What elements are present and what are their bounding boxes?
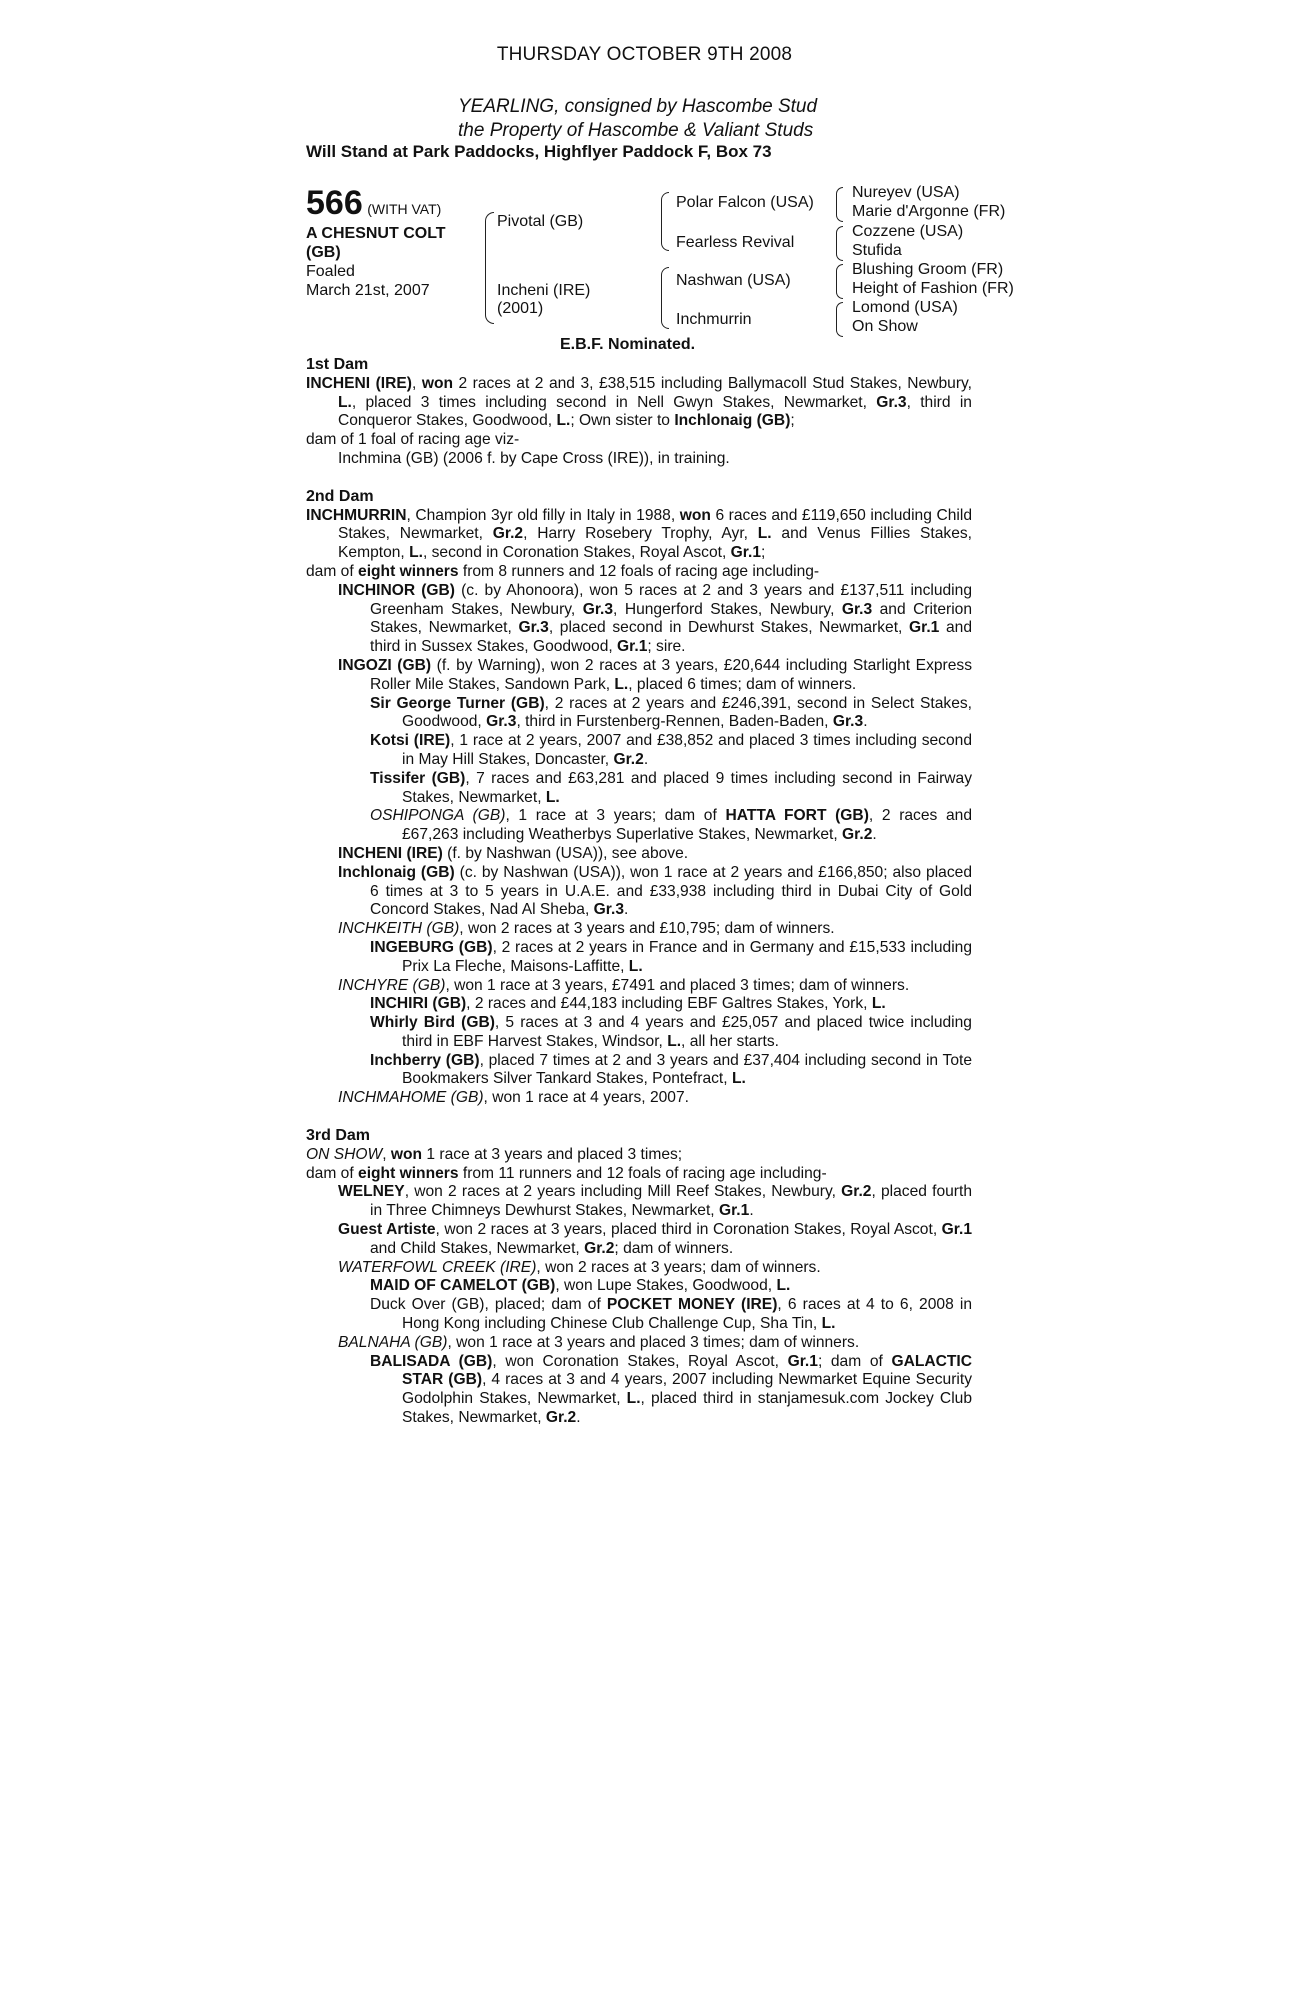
- produce-entry: INGEBURG (GB), 2 races at 2 years in France and in Germany and £15,533 including Prix La Fleche, Maisons-Laffitte, L.: [370, 938, 972, 975]
- produce-entry: BALISADA (GB), won Coronation Stakes, Royal Ascot, Gr.1; dam of GALACTIC STAR (GB), 4 races at 3 and 4 years, 2007 including Newmarket Equine Security Godolphin Stakes, Newmarket, L., placed third in stanjamesuk.com Jockey Club Stakes, Newmarket, Gr.2.: [370, 1352, 973, 1427]
- horse-name: INGEBURG (GB): [370, 938, 493, 956]
- horse-name: INCHKEITH (GB): [338, 920, 460, 938]
- produce-entry: Duck Over (GB), placed; dam of POCKET MONEY (IRE), 6 races at 4 to 6, 2008 in Hong Kong including Chinese Club Challenge Cup, Sha Tin, L.: [370, 1296, 972, 1333]
- second-dam-heading: 2nd Dam: [306, 487, 374, 505]
- horse-name: GALACTIC STAR (GB): [402, 1352, 972, 1389]
- pedigree-ddd: On Show: [852, 318, 918, 335]
- horse-name: OSHIPONGA (GB): [370, 807, 506, 825]
- horse-name: INCHYRE (GB): [338, 976, 446, 994]
- second-dam-produce-summary: dam of eight winners from 8 runners and 12 foals of racing age including-: [306, 562, 820, 580]
- horse-name: ON SHOW: [306, 1145, 383, 1163]
- produce-entry: INCHMAHOME (GB), won 1 race at 4 years, 2007.: [338, 1089, 689, 1107]
- pedigree-sdd: Stufida: [852, 242, 902, 259]
- horse-name: Tissifer (GB): [370, 769, 466, 787]
- lot-number: 566: [306, 184, 363, 222]
- pedigree-sds: Cozzene (USA): [852, 223, 964, 240]
- lot-title-country: (GB): [306, 244, 341, 261]
- horse-name: Inchlonaig (GB): [338, 863, 455, 881]
- pedigree-dam: Incheni (IRE): [497, 282, 591, 299]
- horse-name: INCHMAHOME (GB): [338, 1089, 484, 1107]
- pedigree-sire-dam: Fearless Revival: [676, 234, 795, 251]
- horse-name: Guest Artiste: [338, 1221, 436, 1239]
- pedigree-dss: Blushing Groom (FR): [852, 261, 1004, 278]
- pedigree-brace: [661, 267, 669, 329]
- pedigree-dam-dam: Inchmurrin: [676, 311, 752, 328]
- pedigree-sss: Nureyev (USA): [852, 184, 960, 201]
- horse-name: MAID OF CAMELOT (GB): [370, 1277, 556, 1295]
- foaled-label: Foaled: [306, 263, 355, 280]
- horse-name: Inchlonaig (GB): [674, 412, 791, 430]
- horse-name: INCHMURRIN: [306, 506, 407, 524]
- pedigree-dam-sire: Nashwan (USA): [676, 272, 791, 289]
- produce-entry: Inchlonaig (GB) (c. by Nashwan (USA)), won 1 race at 2 years and £166,850; also placed 6 times at 3 to 5 years in U.A.E. and £33,938 including third in Dubai City of Gold Concord Stakes, Nad Al Sheba, Gr.3.: [338, 863, 972, 919]
- horse-name: POCKET MONEY (IRE): [606, 1296, 778, 1314]
- produce-entry: MAID OF CAMELOT (GB), won Lupe Stakes, Goodwood, L.: [370, 1277, 791, 1295]
- pedigree-brace: [836, 187, 843, 222]
- pedigree-sire: Pivotal (GB): [497, 213, 584, 230]
- pedigree-sire-sire: Polar Falcon (USA): [676, 194, 814, 211]
- horse-name: WATERFOWL CREEK (IRE): [338, 1258, 537, 1276]
- horse-name: Kotsi (IRE): [370, 732, 451, 750]
- horse-name: INCHENI (IRE): [338, 844, 443, 862]
- horse-name: INGOZI (GB): [338, 656, 432, 674]
- produce-entry: INCHINOR (GB) (c. by Ahonoora), won 5 races at 2 and 3 years and £137,511 including Greenham Stakes, Newbury, Gr.3, Hungerford Stakes, Newbury, Gr.3 and Criterion Stakes, Newmarket, Gr.3, placed second in Dewhurst Stakes, Newmarket, Gr.1 and third in Sussex Stakes, Goodwood, Gr.1; sire.: [338, 581, 973, 656]
- produce-entry: Guest Artiste, won 2 races at 3 years, placed third in Coronation Stakes, Royal Ascot, Gr.1 and Child Stakes, Newmarket, Gr.2; dam of winners.: [338, 1221, 973, 1257]
- produce-entry: INCHYRE (GB), won 1 race at 3 years, £7491 and placed 3 times; dam of winners.: [338, 976, 910, 994]
- sale-date: THURSDAY OCTOBER 9TH 2008: [496, 44, 793, 65]
- third-dam-record: ON SHOW, won 1 race at 3 years and placed 3 times;: [306, 1145, 683, 1163]
- produce-entry: WATERFOWL CREEK (IRE), won 2 races at 3 years; dam of winners.: [338, 1258, 821, 1276]
- first-dam-produce-item: Inchmina (GB) (2006 f. by Cape Cross (IRE)), in training.: [338, 449, 730, 467]
- produce-entry: INCHENI (IRE) (f. by Nashwan (USA)), see above.: [338, 844, 689, 862]
- first-dam-record: INCHENI (IRE), won 2 races at 2 and 3, £38,515 including Ballymacoll Stud Stakes, Newbury, L., placed 3 times including second in Nell Gwyn Stakes, Newmarket, Gr.3, third in Conqueror Stakes, Goodwood, L.; Own sister to Inchlonaig (GB);: [306, 374, 973, 430]
- produce-entry: Whirly Bird (GB), 5 races at 3 and 4 years and £25,057 and placed twice including third in EBF Harvest Stakes, Windsor, L., all her starts.: [370, 1014, 972, 1050]
- stand-location: Will Stand at Park Paddocks, Highflyer Paddock F, Box 73: [306, 142, 772, 161]
- produce-entry: Kotsi (IRE), 1 race at 2 years, 2007 and £38,852 and placed 3 times including second in May Hill Stakes, Doncaster, Gr.2.: [370, 732, 972, 768]
- horse-name: INCHIRI (GB): [370, 995, 467, 1013]
- second-dam-record: INCHMURRIN, Champion 3yr old filly in Italy in 1988, won 6 races and £119,650 including Child Stakes, Newmarket, Gr.2, Harry Rosebery Trophy, Ayr, L. and Venus Fillies Stakes, Kempton, L., second in Coronation Stakes, Royal Ascot, Gr.1;: [306, 506, 973, 562]
- pedigree-dsd: Height of Fashion (FR): [852, 280, 1014, 297]
- horse-name: WELNEY: [338, 1183, 405, 1201]
- horse-name: Inchberry (GB): [370, 1051, 480, 1069]
- pedigree-brace: [836, 226, 843, 261]
- horse-name: BALNAHA (GB): [338, 1333, 448, 1351]
- pedigree-brace: [485, 212, 494, 324]
- pedigree-brace: [836, 264, 843, 299]
- ebf-nominated: E.B.F. Nominated.: [560, 336, 696, 353]
- consignor-line: YEARLING, consigned by Hascombe Stud: [458, 96, 818, 117]
- pedigree-dds: Lomond (USA): [852, 299, 958, 316]
- pedigree-ssd: Marie d'Argonne (FR): [852, 203, 1006, 220]
- pedigree-dam-year: (2001): [497, 300, 544, 317]
- pedigree-brace: [661, 192, 669, 251]
- horse-name: INCHINOR (GB): [338, 581, 455, 599]
- third-dam-heading: 3rd Dam: [306, 1127, 371, 1145]
- first-dam-heading: 1st Dam: [306, 356, 369, 373]
- pedigree-brace: [836, 302, 843, 337]
- horse-name: BALISADA (GB): [370, 1352, 493, 1370]
- third-dam-produce-summary: dam of eight winners from 11 runners and 12 foals of racing age including-: [306, 1164, 827, 1182]
- property-line: the Property of Hascombe & Valiant Studs: [458, 120, 814, 141]
- produce-entry: INCHIRI (GB), 2 races and £44,183 including EBF Galtres Stakes, York, L.: [370, 995, 886, 1013]
- lot-vat: (WITH VAT): [367, 201, 442, 217]
- produce-entry: OSHIPONGA (GB), 1 race at 3 years; dam of HATTA FORT (GB), 2 races and £67,263 including Weatherbys Superlative Stakes, Newmarket, Gr.2.: [370, 807, 972, 844]
- produce-entry: BALNAHA (GB), won 1 race at 3 years and placed 3 times; dam of winners.: [338, 1333, 860, 1351]
- foaled-date: March 21st, 2007: [306, 282, 430, 299]
- produce-entry: WELNEY, won 2 races at 2 years including Mill Reef Stakes, Newbury, Gr.2, placed fourth in Three Chimneys Dewhurst Stakes, Newmarket, Gr.1.: [338, 1183, 973, 1220]
- horse-name: HATTA FORT (GB): [725, 807, 869, 825]
- produce-entry: INCHKEITH (GB), won 2 races at 3 years and £10,795; dam of winners.: [338, 920, 835, 938]
- produce-record: [306, 356, 972, 1428]
- lot-number-row: [306, 184, 441, 223]
- produce-entry: Tissifer (GB), 7 races and £63,281 and placed 9 times including second in Fairway Stakes, Newmarket, L.: [370, 769, 973, 806]
- produce-entry: INGOZI (GB) (f. by Warning), won 2 races at 3 years, £20,644 including Starlight Express Roller Mile Stakes, Sandown Park, L., placed 6 times; dam of winners.: [338, 656, 972, 693]
- horse-name: Sir George Turner (GB): [370, 694, 545, 712]
- first-dam-produce-summary: dam of 1 foal of racing age viz-: [306, 431, 520, 449]
- produce-entry: Sir George Turner (GB), 2 races at 2 years and £246,391, second in Select Stakes, Goodwood, Gr.3, third in Furstenberg-Rennen, Baden-Baden, Gr.3.: [370, 694, 972, 731]
- horse-name: Whirly Bird (GB): [370, 1014, 495, 1032]
- horse-name: INCHENI (IRE): [306, 374, 412, 392]
- produce-entry: Inchberry (GB), placed 7 times at 2 and 3 years and £37,404 including second in Tote Bookmakers Silver Tankard Stakes, Pontefract, L.: [370, 1051, 973, 1088]
- lot-title: A CHESNUT COLT: [306, 225, 446, 242]
